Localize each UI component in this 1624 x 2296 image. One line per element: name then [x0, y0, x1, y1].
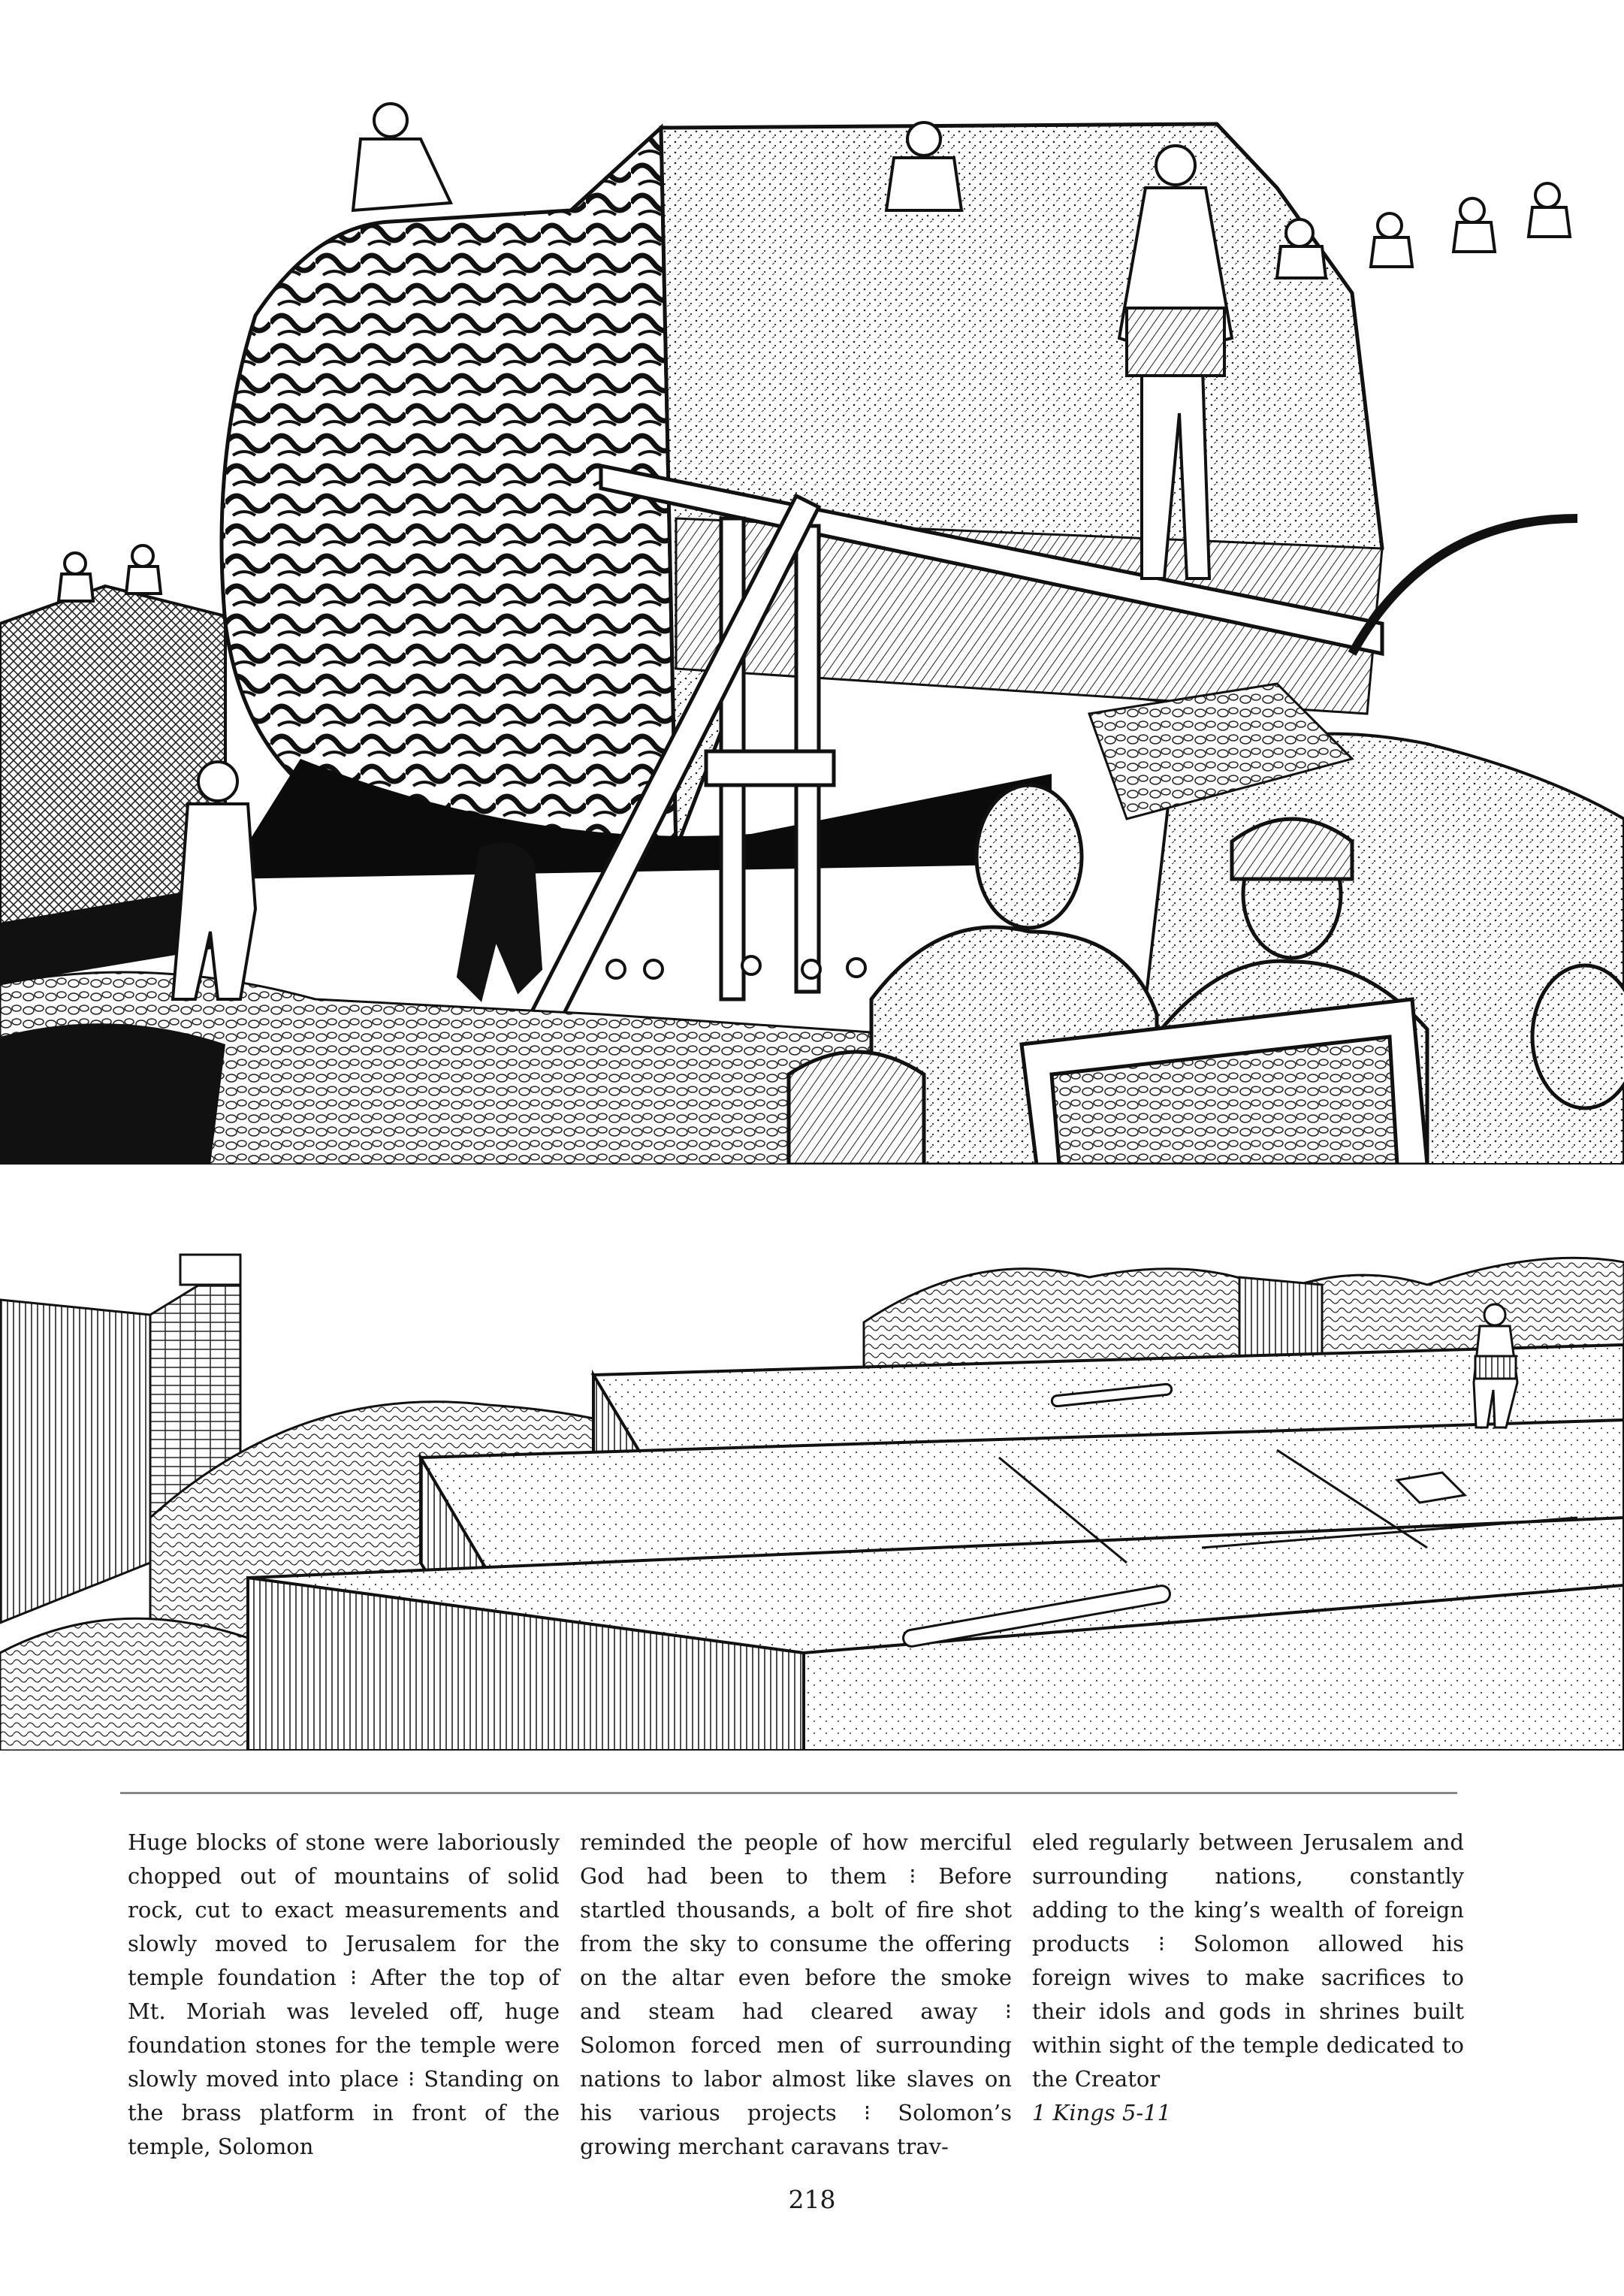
page-number: 218 [788, 2185, 836, 2214]
quarry-stone-cutting-illustration [0, 98, 1624, 1165]
text-column-2 [580, 1826, 1012, 2164]
body-text-column-3: eled regularly between Jerusalem and surrounding nations, constantly adding to the king’s wealth of foreign products ⁝ Solomon allowed his foreign wives to make sacrifices to their idols and gods in shrines built within sight of the temple dedicated to the Creator [1032, 1829, 1464, 2092]
text-column-3 [1032, 1826, 1464, 2130]
body-text-column-2: reminded the people of how merciful God had been to them ⁝ Before startled thousands, a bolt of fire shot from the sky to consume the offering on the altar even before the smoke and steam had cleared away ⁝ Solomon forced men of surrounding nations to labor almost like slaves on his various projects ⁝ Solomon’s growing merchant caravans trav- [580, 1829, 1012, 2159]
temple-foundation-stones-illustration [0, 1232, 1624, 1751]
text-column-1 [128, 1826, 560, 2164]
body-text-column-1: Huge blocks of stone were laboriously chopped out of mountains of solid rock, cut to exact measurements and slowly moved to Jerusalem for the temple foundation ⁝ After the top of Mt. Moriah was leveled off, huge foundation stones for the temple were slowly moved into place ⁝ Standing on the brass platform in front of the temple, Solomon [128, 1829, 560, 2159]
text-divider-rule [120, 1792, 1457, 1794]
scripture-citation: 1 Kings 5-11 [1032, 2100, 1172, 2125]
